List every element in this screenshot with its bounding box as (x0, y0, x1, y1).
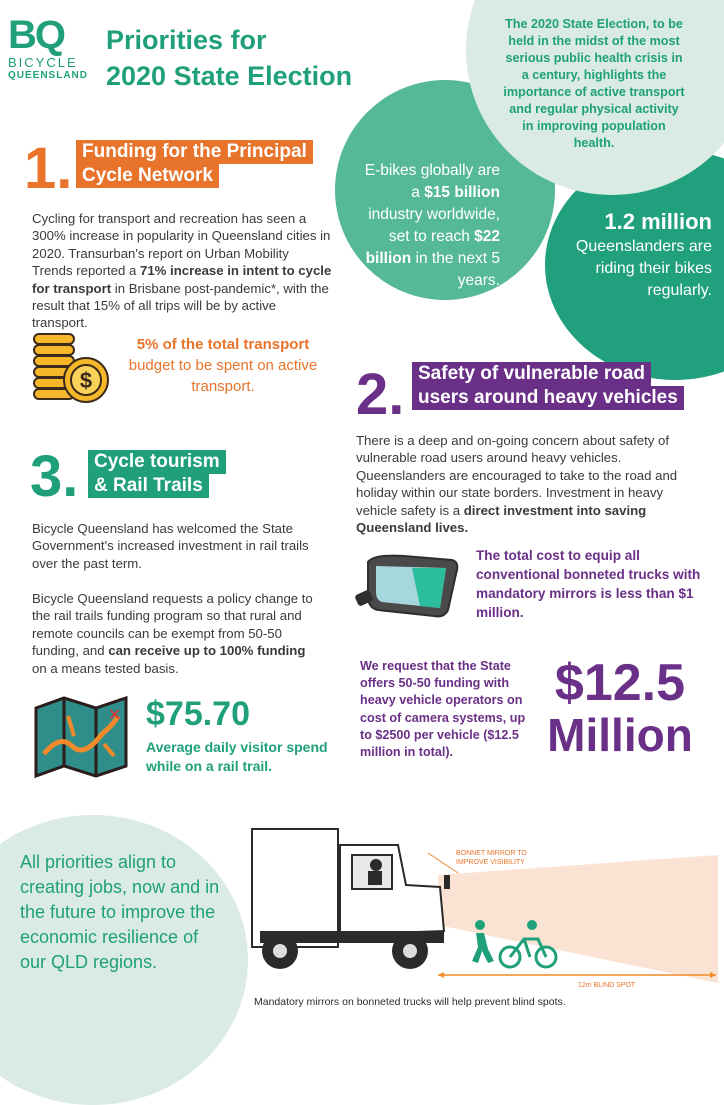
mirror-callout-text: The total cost to equip all conventional bonneted trucks with mandatory mirrors is (476, 548, 701, 601)
truck-blindspot-diagram (248, 815, 720, 1005)
bonnet-mirror (444, 875, 450, 889)
ebikes-text-3: in the next 5 years. (411, 250, 500, 289)
callout-bold: 5% of the total transport (136, 336, 310, 353)
section1-body-text2: in Brisbane post-pandemic*, with the result that 15% of all trips will be by active transport. (32, 280, 329, 331)
title-line2: 2020 State Election (106, 61, 353, 91)
section1-body-text1: Cycling for transport and recreation has seen a 300% increase in popularity in Queensland cities in 2020. Transurban's report on Urban Mobility Trends reported a (32, 211, 331, 279)
svg-text:$: $ (79, 368, 93, 393)
ebikes-value-2: $22 billion (365, 228, 500, 267)
section3-heading-line1: Cycle tourism (88, 450, 226, 474)
mirror-label-line1: BONNET MIRROR TO (456, 850, 527, 857)
riders-text: Queenslanders are riding their bikes regularly. (575, 238, 712, 299)
section1-heading (68, 138, 321, 190)
section2-heading (404, 360, 692, 412)
section3-body2 (32, 590, 322, 677)
section2-number: 2. (356, 362, 405, 427)
ebikes-bubble-text (360, 160, 500, 292)
health-bubble-text: The 2020 State Election, to be held in the midst of the most serious public health crisis in a century, highlights the importance of active transport and regular physical activity in improving population health. (503, 17, 685, 150)
section2-body-text: There is a deep and on-going concern about safety of vulnerable road users around heavy vehicles. Queenslanders are encouraged to take to the road and holiday within our state borders. Investment in heavy vehicle safety is a (356, 433, 678, 518)
section3-body2-text2: on a means tested basis. (32, 660, 179, 676)
big-amount (530, 656, 710, 760)
section3-number: 3. (30, 444, 79, 509)
section3-body1: Bicycle Queensland has welcomed the State Government's increased investment in rail trails over the past term. (32, 521, 309, 571)
section3-body2-text1: Bicycle Queensland requests a policy change to the rail trails funding program so that rural and remote councils can be exempt from 50-50 funding, and (32, 591, 313, 659)
big-amount-line2: Million (547, 709, 693, 761)
camera-request: We request that the State offers 50-50 funding with heavy vehicle operators on cost of camera systems, up to $2500 per vehicle ($12.5 million in total). (360, 659, 526, 760)
riders-number: 1.2 million (604, 209, 712, 234)
section3-heading-line2: & Rail Trails (88, 474, 209, 498)
blind-spot-label: 12m BLIND SPOT (578, 982, 636, 989)
logo (8, 14, 94, 82)
section1-heading-line1: Funding for the Principal (76, 140, 313, 164)
ebikes-text-1: E-bikes globally are a (364, 162, 500, 201)
section2-heading-line1: Safety of vulnerable road (412, 362, 651, 386)
ebikes-value-1: $15 billion (424, 184, 500, 201)
title-line1: Priorities for (106, 25, 267, 55)
map-icon (32, 694, 130, 780)
callout-rest: budget to be spent on active transport. (128, 357, 318, 395)
section3-heading (80, 448, 234, 500)
logo-line2: QUEENSLAND (8, 70, 89, 81)
ebikes-text-2: industry worldwide, set to reach (368, 206, 500, 245)
side-mirror-icon (354, 552, 464, 624)
mirror-label-line2: IMPROVE VISIBILITY (456, 859, 525, 866)
section1-number: 1. (24, 136, 73, 201)
section1-heading-line2: Cycle Network (76, 164, 219, 188)
rail-trail-stat: $75.70 (146, 695, 250, 733)
section2-body-bold: direct investment into saving Queensland lives. (356, 502, 647, 536)
section1-body-bold: 71% increase in intent to cycle for transport (32, 263, 332, 296)
truck-trailer (252, 829, 338, 947)
coins-icon (30, 328, 110, 408)
page-title (106, 22, 352, 94)
section3-body2-bold: can receive up to 100% funding (108, 643, 306, 659)
mirror-callout (476, 546, 706, 622)
svg-text:✕: ✕ (108, 707, 122, 724)
footer-statement: All priorities align to creating jobs, now and in the future to improve the economic resilience of our QLD regions. (20, 852, 220, 972)
logo-line1: BICYCLE (8, 55, 78, 70)
big-amount-line1: $12.5 (554, 654, 686, 712)
section2-heading-line2: users around heavy vehicles (412, 386, 684, 410)
riders-bubble-text (570, 208, 712, 302)
section1-body (32, 210, 332, 332)
rail-trail-caption: Average daily visitor spend while on a rail trail. (146, 739, 328, 774)
logo-letters: BQ (8, 13, 64, 57)
section1-callout (110, 334, 336, 397)
section2-body (356, 432, 696, 536)
diagram-caption: Mandatory mirrors on bonneted trucks will help prevent blind spots. (254, 996, 566, 1008)
mirror-callout-bold: less than $1 million. (476, 586, 694, 620)
blind-spot-zone (438, 855, 718, 983)
